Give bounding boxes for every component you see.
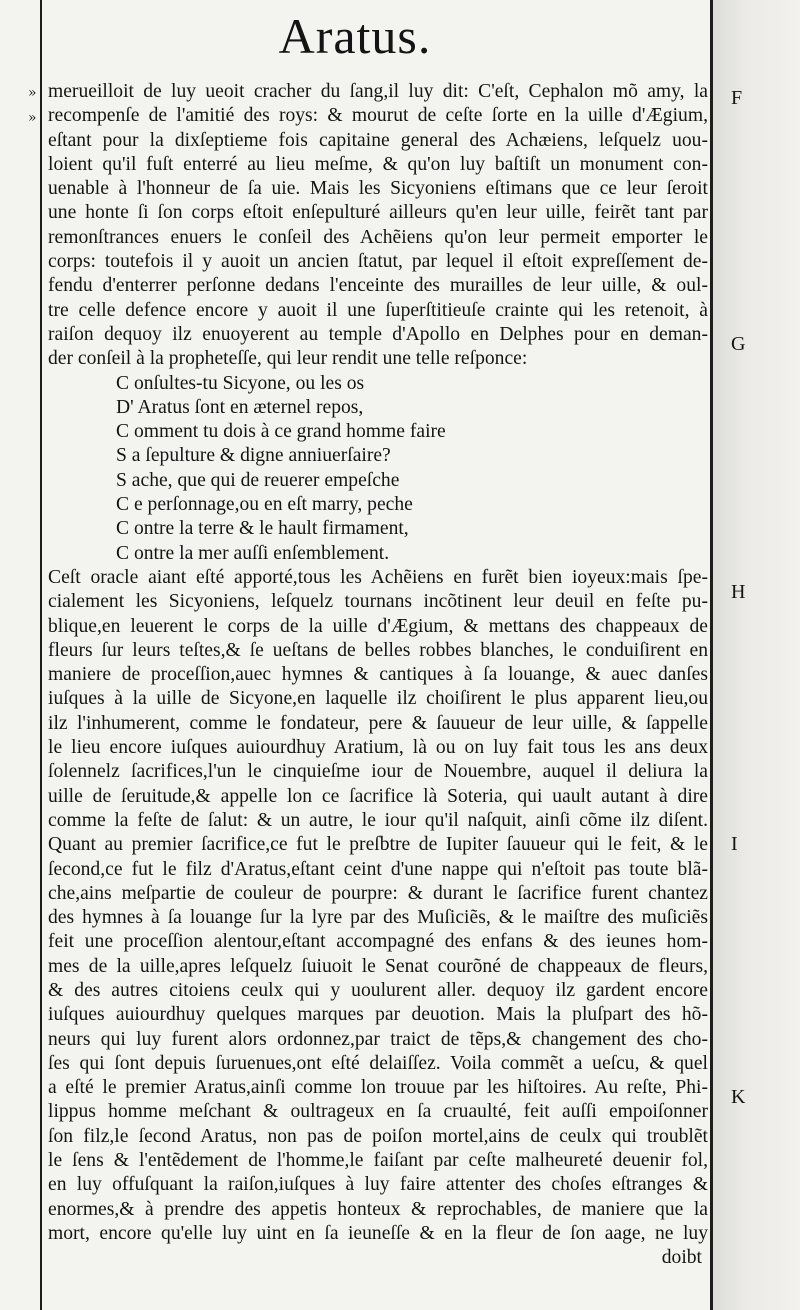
- margin-letter-h: H: [731, 581, 746, 603]
- text-line: ſolennelz ſacrifices,l'un le cinquieſme iour de Nouembre, auquel il deliura la: [48, 761, 708, 783]
- text-line: merueilloit de luy ueoit cracher du ſang,il luy dit: C'eſt, Cephalon mõ amy, la: [48, 81, 708, 102]
- text-line: mes de la uille,apres leſquelz ſuiuoit le Senat courõné de chappeaux de fleurs,: [48, 955, 708, 977]
- text-line: des hymnes à ſa louange ſur la lyre par des Muſiciẽs, & le maiſtre des muſiciẽs: [48, 907, 708, 929]
- text-line: le lieu encore iuſques auiourdhuy Aratium, là ou on luy fait tous les ans deux: [48, 737, 708, 759]
- text-line: lippus homme meſchant & oultrageux en ſa cruaulté, feit auſſi empoiſonner: [48, 1101, 708, 1123]
- quote-mark: »: [28, 110, 37, 126]
- text-line: ſon filz,le ſecond Aratus, non pas de poiſon mortel,ains de ceulx qui troublẽt: [48, 1125, 708, 1147]
- text-line: neurs qui luy furent alors ordonnez,par traict de tẽps,& changement des cho-: [48, 1028, 708, 1050]
- margin-letter-g: G: [731, 333, 746, 355]
- margin-letter-f: F: [731, 87, 743, 109]
- text-line: fendu d'enterrer perſonne dedans l'enceinte des murailles de leur uille, & oul-: [48, 275, 708, 297]
- text-line: maniere de proceſſion,auec hymnes & cantiques à ſa louange, & auec danſes: [48, 664, 708, 686]
- text-line: une honte ſi ſon corps eſtoit enſepulturé ailleurs qu'en leur uille, feirẽt tant par: [48, 202, 708, 224]
- page-title: Aratus.: [278, 8, 432, 64]
- text-line: a eſté le premier Aratus,ainſi comme lon trouue par les hiſtoires. Au reſte, Phi-: [48, 1077, 708, 1099]
- verse-line: D' Aratus ſont en æternel repos,: [116, 396, 364, 418]
- text-line: iuſques à la uille de Sicyone,en laquelle ilz choiſirent le plus apparent lieu,ou: [48, 688, 708, 710]
- verse-line: C omment tu dois à ce grand homme faire: [116, 421, 446, 443]
- verse-line: C e perſonnage,ou en eſt marry, peche: [116, 494, 413, 516]
- text-line: uenable à l'honneur de ſa uie. Mais les Sicyoniens eſtimans que ce leur ſeroit: [48, 178, 708, 200]
- text-line: en luy offuſquant la raiſon,iuſques à luy faire attenter des choſes eſtranges &: [48, 1174, 708, 1196]
- text-line: Quant au premier ſacrifice,ce fut le preſbtre de Iupiter ſauueur qui le feit, & le: [48, 834, 708, 856]
- text-line: cialement les Sicyoniens, leſquelz tournans incõtinent leur deuil en feſte pu-: [48, 591, 708, 613]
- text-line: blique,en leuerent le corps de la uille d'Ægium, & mettans des chappeaux de: [48, 615, 708, 637]
- verse-line: C onſultes-tu Sicyone, ou les os: [116, 372, 365, 394]
- text-line: iuſques auiourdhuy quelques marques par deuotion. Mais la pluſpart des hõ-: [48, 1004, 708, 1026]
- margin-letters: [713, 0, 800, 1310]
- margin-letter-i: I: [731, 833, 738, 855]
- text-line: eſtant pour la dixſeptieme fois capitaine general des Achæiens, leſquelz uou-: [48, 129, 708, 151]
- text-line: loient qu'il fuſt enterré au lieu meſme, & qu'on luy baſtiſt un monument con-: [48, 153, 708, 175]
- text-line: ſes qui ſont depuis ſuruenues,ont eſté delaiſſez. Voila commẽt a ueſcu, & quel: [48, 1052, 708, 1074]
- quote-mark: »: [28, 85, 37, 101]
- left-margin-rule: [40, 0, 42, 1310]
- text-line: Ceſt oracle aiant eſté apporté,tous les Achẽiens en furẽt bien ioyeux:mais ſpe-: [48, 566, 708, 588]
- text-line: remonſtrances enuers le conſeil des Achẽiens qu'on leur permeit emporter le: [48, 226, 708, 248]
- catchword: doibt: [661, 1247, 702, 1269]
- text-line: enormes,& à prendre des appetis honteux & reprochables, de maniere que la: [48, 1198, 708, 1220]
- text-line: le ſens & l'entẽdement de l'homme,le faiſant par ceſte malheureté deuenir fol,: [48, 1150, 708, 1172]
- verse-line: S a ſepulture & digne anniuerſaire?: [116, 445, 391, 467]
- text-line: mort, encore qu'elle luy uint en ſa ieuneſſe & en la fleur de ſon aage, ne luy: [48, 1222, 708, 1244]
- text-line: tre celle defence encore y auoit il une ſuperſtitieuſe crainte qui les retenoit, à: [48, 299, 708, 321]
- text-line: corps: toutefois il y auoit un ancien ſtatut, par lequel il eſtoit expreſſement de-: [48, 251, 708, 273]
- text-line: feit une proceſſion alentour,eſtant accompagné des enfans & des ieunes hom-: [48, 931, 708, 953]
- text-line: che,ains meſpartie de couleur de pourpre: & durant le ſacrifice furent chantez: [48, 882, 708, 904]
- verse-line: C ontre la mer auſſi enſemblement.: [116, 542, 390, 564]
- verse-line: C ontre la terre & le hault firmament,: [116, 518, 409, 540]
- text-line: & des autres citoiens ceulx qui y uoulurent aller. dequoy ilz gardent encore: [48, 979, 708, 1001]
- verse-line: S ache, que qui de reuerer empeſche: [116, 469, 400, 491]
- margin-letter-k: K: [731, 1086, 746, 1108]
- text-line: recompenſe de l'amitié des roys: & mourut de ceſte ſorte en la uille d'Ægium,: [48, 105, 708, 127]
- text-line: raiſon dequoy ilz enuoyerent au temple d'Apollo en Delphes pour en deman-: [48, 323, 708, 345]
- text-line: ilz l'inhumerent, comme le fondateur, pere & ſauueur de leur uille, & ſappelle: [48, 712, 708, 734]
- text-line: der conſeil à la propheteſſe, qui leur rendit une telle reſponce:: [48, 348, 528, 370]
- text-line: ſecond,ce fut le filz d'Aratus,eſtant ceint d'une nappe qui n'eſtoit pas toute blã-: [48, 858, 708, 880]
- text-line: fleurs ſur leurs teſtes,& ſe ueſtans de belles robbes blanches, le conduiſirent en: [48, 639, 708, 661]
- text-line: comme la feſte de ſalut: & un autre, le iour qu'il naſquit, ainſi cõme ilz diſent.: [48, 809, 708, 831]
- text-body: [48, 80, 708, 1271]
- text-line: uille de ſeruitude,& appelle lon ce ſacrifice là Soteria, qui uault autant à dire: [48, 785, 708, 807]
